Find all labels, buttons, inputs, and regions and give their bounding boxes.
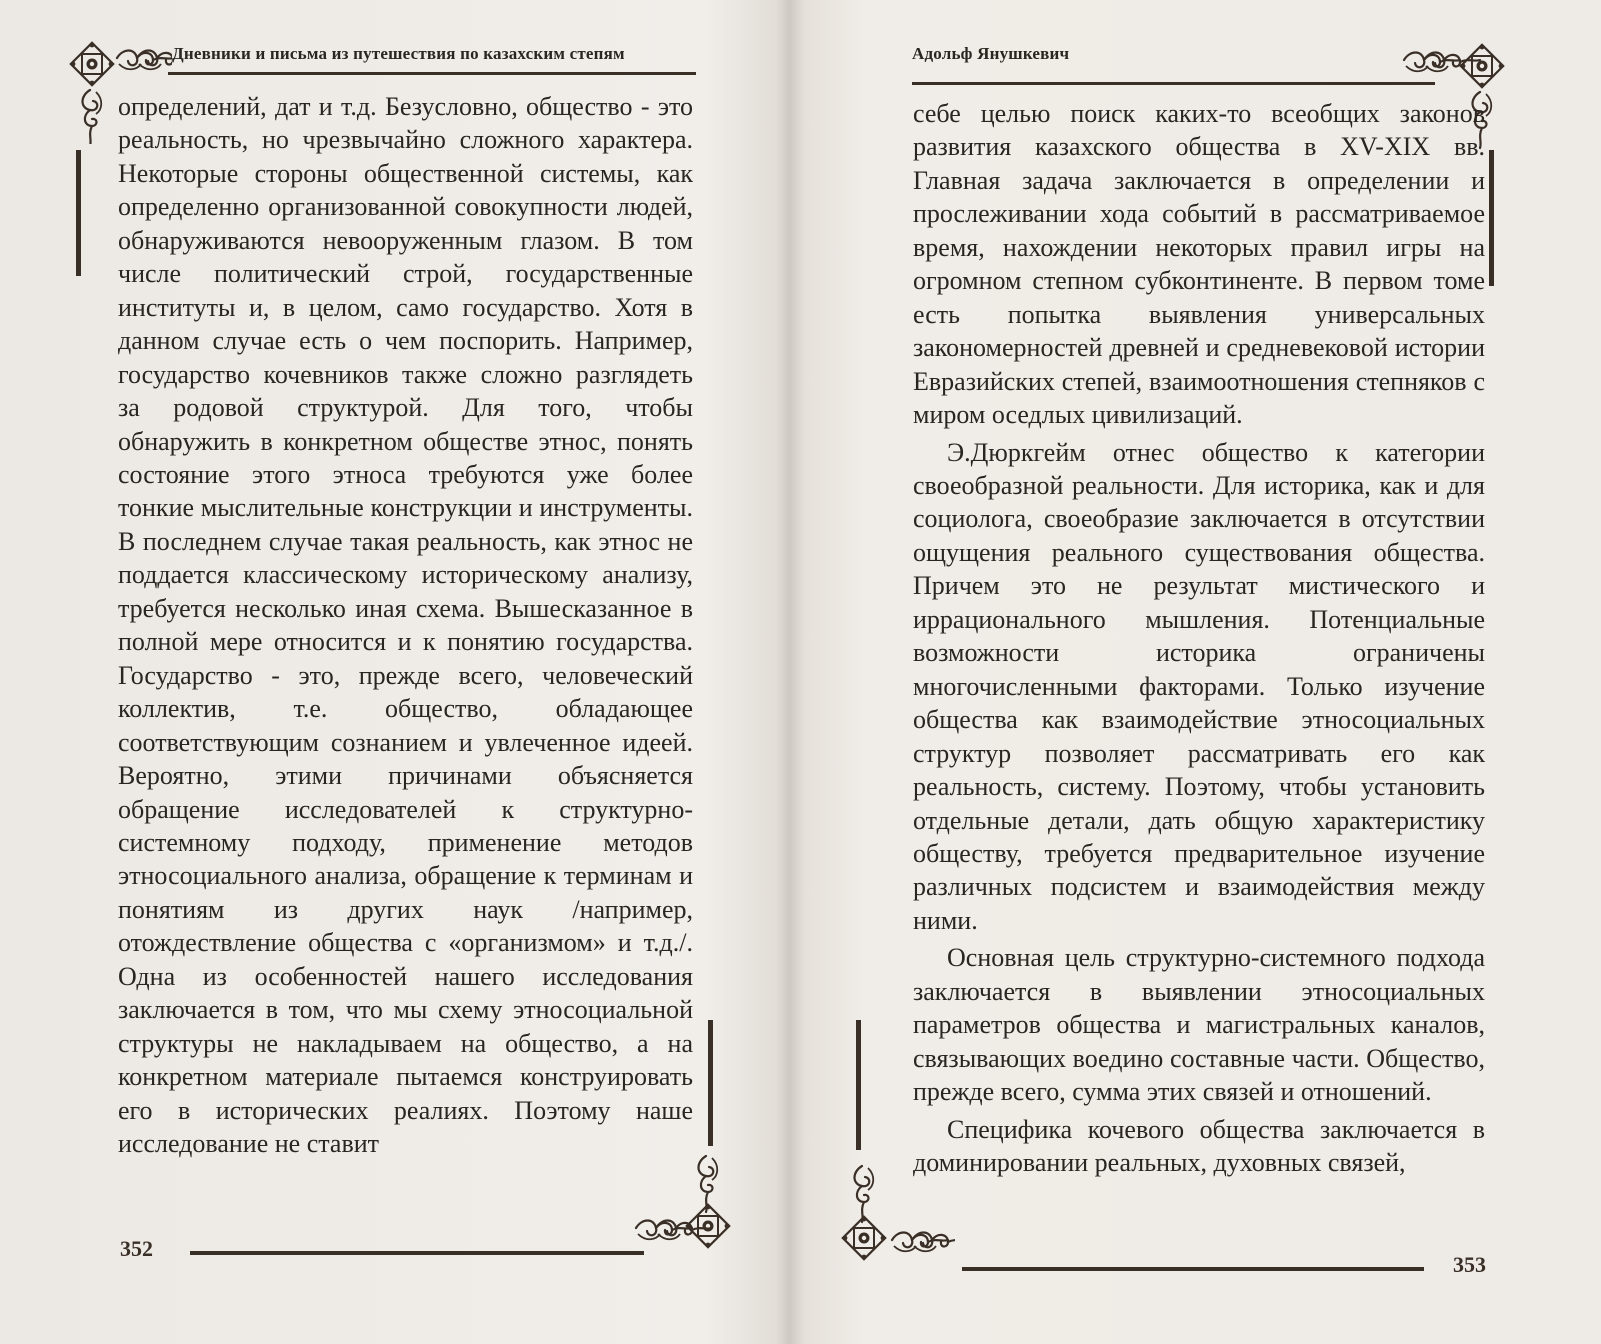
body-text [913, 97, 1485, 1180]
margin-bar [1489, 150, 1494, 286]
running-head: Дневники и письма из путешествия по казахским степям [172, 44, 625, 63]
corner-ornament-icon [630, 1148, 740, 1258]
margin-bar [856, 1020, 861, 1150]
running-head: Адольф Янушкевич [912, 44, 1070, 63]
paragraph: себе целью поиск каких-то всеобщих законов развития казахского общества в XV-XIX вв. Главная задача заключается в определении и прослеживании хода событий в рассматриваемое время, нахождении некоторых правил игры на огромном степном субконтиненте. В первом томе есть попытка выявления универсальных закономерностей древней и средневековой истории Евразийских степей, взаимоотношения степняков с миром оседлых цивилизаций. [913, 99, 1485, 430]
margin-bar [708, 1020, 713, 1146]
paragraph: Основная цель структурно-системного подхода заключается в выявлении этносоциальных параметров общества и магистральных каналов, связывающих воедино составные части. Общество, прежде всего, сумма этих связей и отношений. [913, 943, 1485, 1107]
footer-rule [190, 1251, 644, 1255]
page-number: 352 [120, 1236, 153, 1261]
right-page [800, 0, 1601, 1344]
header-rule [168, 72, 696, 75]
header-rule [912, 82, 1435, 85]
body-text [118, 90, 693, 1161]
left-page [0, 0, 800, 1344]
paragraph: Специфика кочевого общества заключается в доминировании реальных, духовных связей, [913, 1114, 1485, 1178]
paragraph: Э.Дюркгейм отнес общество к категории своеобразной реальности. Для историка, как и для социолога, своеобразие заключается в отсутствии ощущения реального существования общества. Причем это не результат мистического и иррационального мышления. Потенциальные возможности историка ограничены многочисленными факторами. Только изучение общества как взаимодействие этносоциальных структур позволяет рассматривать его как реальность, систему. Поэтому, чтобы установить отдельные детали, дать общую характеристику обществу, требуется предварительное изучение различных подсистем и взаимодействия между ними. [913, 437, 1485, 935]
paragraph: определений, дат и т.д. Безусловно, общество - это реальность, но чрезвычайно сложного характера. Некоторые стороны общественной системы, как определенно организованной совокупности людей, обнаруживаются невооруженным глазом. В том числе политический строй, государственные институты и, в целом, само государство. Хотя в данном случае есть о чем поспорить. Например, государство кочевников также сложно разглядеть за родовой структурой. Для того, чтобы обнаружить в конкретном обществе этнос, понять состояние этого этноса требуются уже более тонкие мыслительные конструкции и инструменты. В последнем случае такая реальность, как этнос не поддается классическому историческому анализу, требуется несколько иная схема. Вышесказанное в полной мере относится и к понятию государства. Государство - это, прежде всего, человеческий коллектив, т.е. общество, обладающее соответствующим сознанием и увлеченное идеей. Вероятно, этими причинами объясняется обращение исследователей к структурно-системному подходу, применение методов этносоциального анализа, обращение к терминам и понятиям из других наук /например, отождествление общества с «организмом» и т.д./. Одна из особенностей нашего исследования заключается в том, что мы схему этносоциальной структуры не накладываем на общество, а на конкретном материале пытаемся конструировать его в исторических реалиях. Поэтому наше исследование не ставит [118, 92, 693, 1159]
corner-ornament-icon [840, 1160, 955, 1270]
margin-bar [76, 150, 81, 276]
footer-rule [962, 1267, 1424, 1271]
page-number: 353 [1453, 1252, 1486, 1277]
